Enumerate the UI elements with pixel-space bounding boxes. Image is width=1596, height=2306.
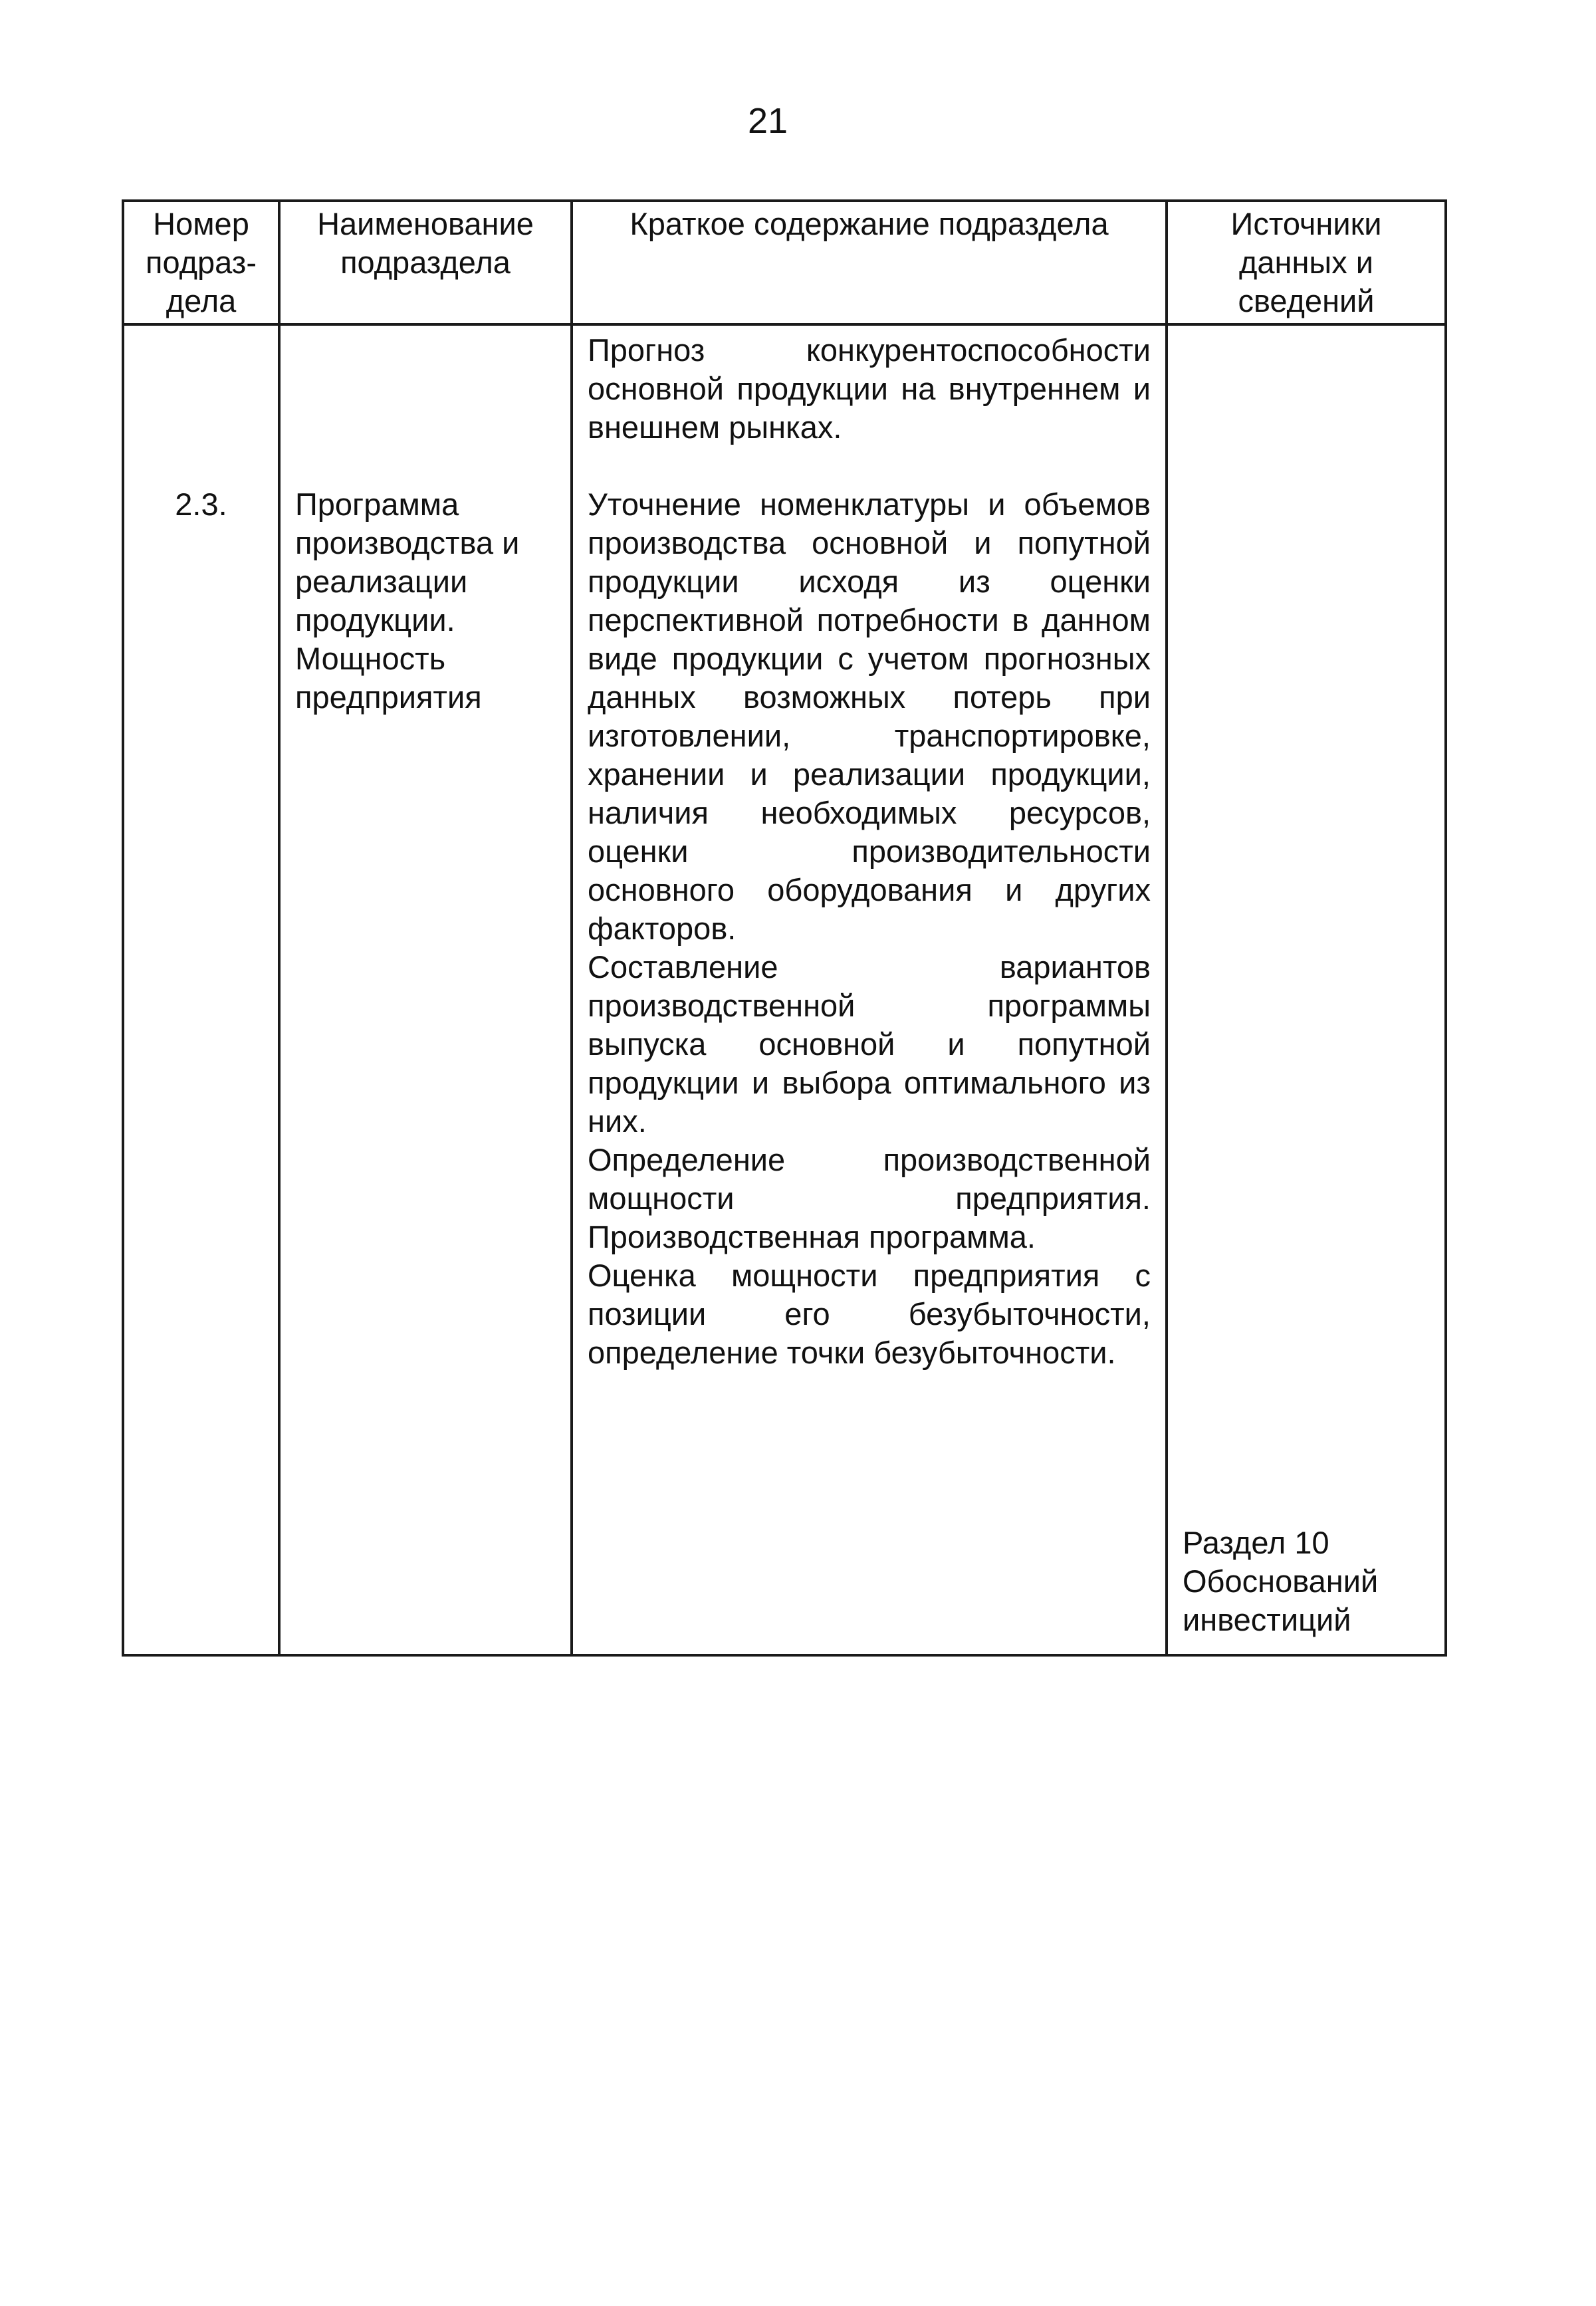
cell-number <box>123 447 279 1655</box>
description-paragraph: Оценка мощности предприятия с позиции его безубыточности, определение точки безубыточности. <box>588 1258 1151 1370</box>
row-number: 2.3. <box>175 487 227 522</box>
header-sources: Источники данных и сведений <box>1167 201 1446 324</box>
table-row <box>123 324 1446 447</box>
content-table <box>122 199 1447 1657</box>
subsection-name: Программа производства и реализации продукции. <box>295 487 520 637</box>
cell-source-empty <box>1167 324 1446 447</box>
subsection-name-2: Мощность предприятия <box>295 641 482 715</box>
description-paragraph: Определение производственной мощности предприятия. Производственная программа. <box>588 1142 1151 1254</box>
cell-description <box>572 447 1167 1655</box>
description-paragraph: Уточнение номенклатуры и объемов производства основной и попутной продукции исходя из оценки перспективной потребности в данном виде продукции с учетом прогнозных данных возможных потерь при изготовлении, транспортировке, хранении и реализации продукции, наличия необходимых ресурсов, оценки производительности основного оборудования и других факторов. <box>588 487 1151 946</box>
cell-name-empty <box>279 324 572 447</box>
table-row <box>123 447 1446 1655</box>
source-text: Раздел 10 Обоснований инвестиций <box>1183 1525 1379 1637</box>
header-number: Номер подраз-дела <box>123 201 279 324</box>
header-description: Краткое содержание подраздела <box>572 201 1167 324</box>
header-name: Наименование подраздела <box>279 201 572 324</box>
page-number: 21 <box>747 101 788 141</box>
cell-number-empty <box>123 324 279 447</box>
description-paragraph: Составление вариантов производственной программы выпуска основной и попутной продукции и выбора оптимального из них. <box>588 949 1151 1139</box>
cell-name <box>279 447 572 1655</box>
cell-description-continued: Прогноз конкурентоспособности основной продукции на внутреннем и внешнем рынках. <box>572 324 1167 447</box>
table-header-row <box>123 201 1446 324</box>
cell-source <box>1167 447 1446 1655</box>
